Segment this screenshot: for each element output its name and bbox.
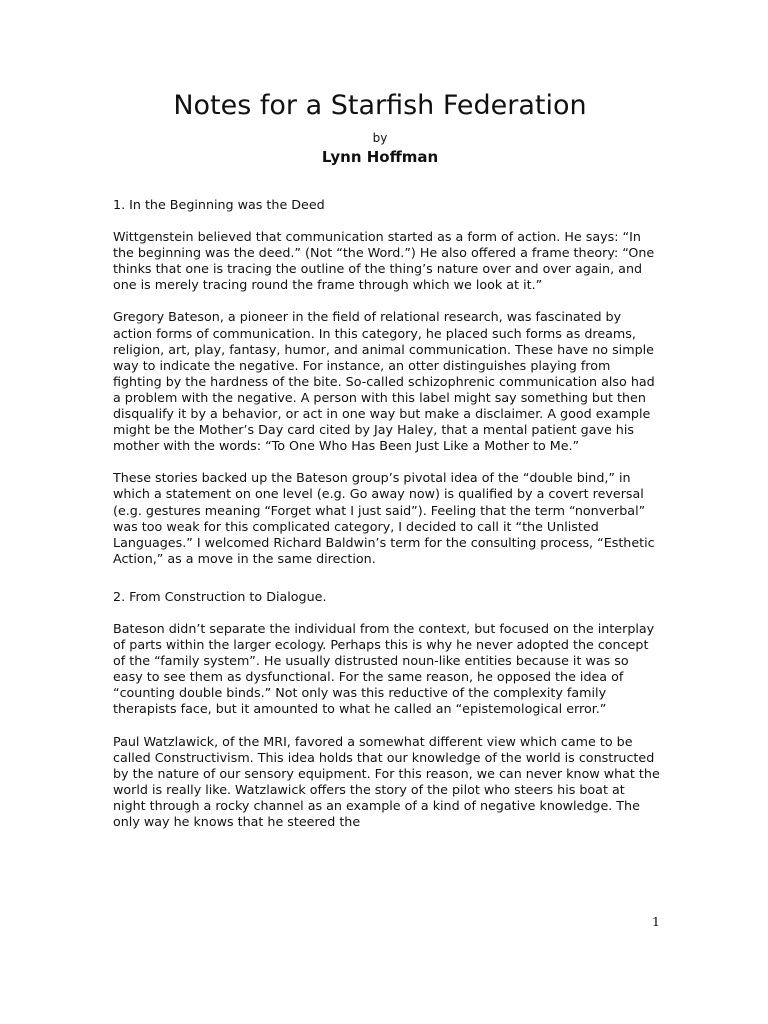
paragraph-double-bind: These stories backed up the Bateson group’s pivotal idea of the “double bind,” in which a statement on one level (e.g. Go away now) is qualified by a covert reversal (e.g. gestures meaning “Forget what I just said”). Feeling that the term “nonverbal” was too weak for this complicated category, I decided to call it “the Unlisted Languages.” I welcomed Richard Baldwin’s term for the consulting process, “Esthetic Action,” as a move in the same direction. bbox=[113, 470, 655, 566]
page-number: 1 bbox=[652, 914, 660, 929]
paragraph-bateson: Gregory Bateson, a pioneer in the field of relational research, was fascinated by action forms of communication. In this category, he placed such forms as dreams, religion, art, play, fantasy, humor, and animal communication. These have no simple way to indicate the negative. For instance, an otter distinguishes playing from fighting by the hardness of the bite. So-called schizophrenic communication also had a problem with the negative. A person with this label might say something but then disqualify it by a behavior, or act in one way but make a disclaimer. A good example might be the Mother’s Day card cited by Jay Haley, that a mental patient gave his mother with the words: “To One Who Has Been Just Like a Mother to Me.” bbox=[113, 309, 655, 454]
section-heading-1: 1. In the Beginning was the Deed bbox=[113, 197, 325, 212]
byline: by bbox=[372, 131, 388, 145]
section-heading-2: 2. From Construction to Dialogue. bbox=[113, 588, 327, 604]
paragraph-watzlawick: Paul Watzlawick, of the MRI, favored a somewhat different view which came to be called Constructivism. This idea holds that our knowledge of the world is constructed by the nature of our sensory equipment. For this reason, we can never know what the world is really like. Watzlawick offers the story of the pilot who steers his boat at night through a rocky channel as an example of a kind of negative knowledge. The only way he knows that he steered the bbox=[113, 733, 660, 829]
document-body bbox=[113, 197, 661, 846]
document-title: Notes for a Starfish Federation bbox=[173, 90, 587, 121]
author-name: Lynn Hoffman bbox=[321, 148, 439, 166]
paragraph-context: Bateson didn’t separate the individual from the context, but focused on the interplay of parts within the larger ecology. Perhaps this is why he never adopted the concept of the “family system”. He usually distrusted noun-like entities because it was so easy to see them as dysfunctional. For the same reason, he opposed the idea of “counting double binds.” Not only was this reductive of the complexity family therapists face, but it amounted to what he called an “epistemological error.” bbox=[113, 620, 655, 717]
paragraph-wittgenstein: Wittgenstein believed that communication started as a form of action. He says: “In the beginning was the deed.” (Not “the Word.”) He also offered a frame theory: “One thinks that one is tracing the outline of the thing’s nature over and over again, and one is merely tracing round the frame through which we look at it.” bbox=[113, 229, 655, 293]
